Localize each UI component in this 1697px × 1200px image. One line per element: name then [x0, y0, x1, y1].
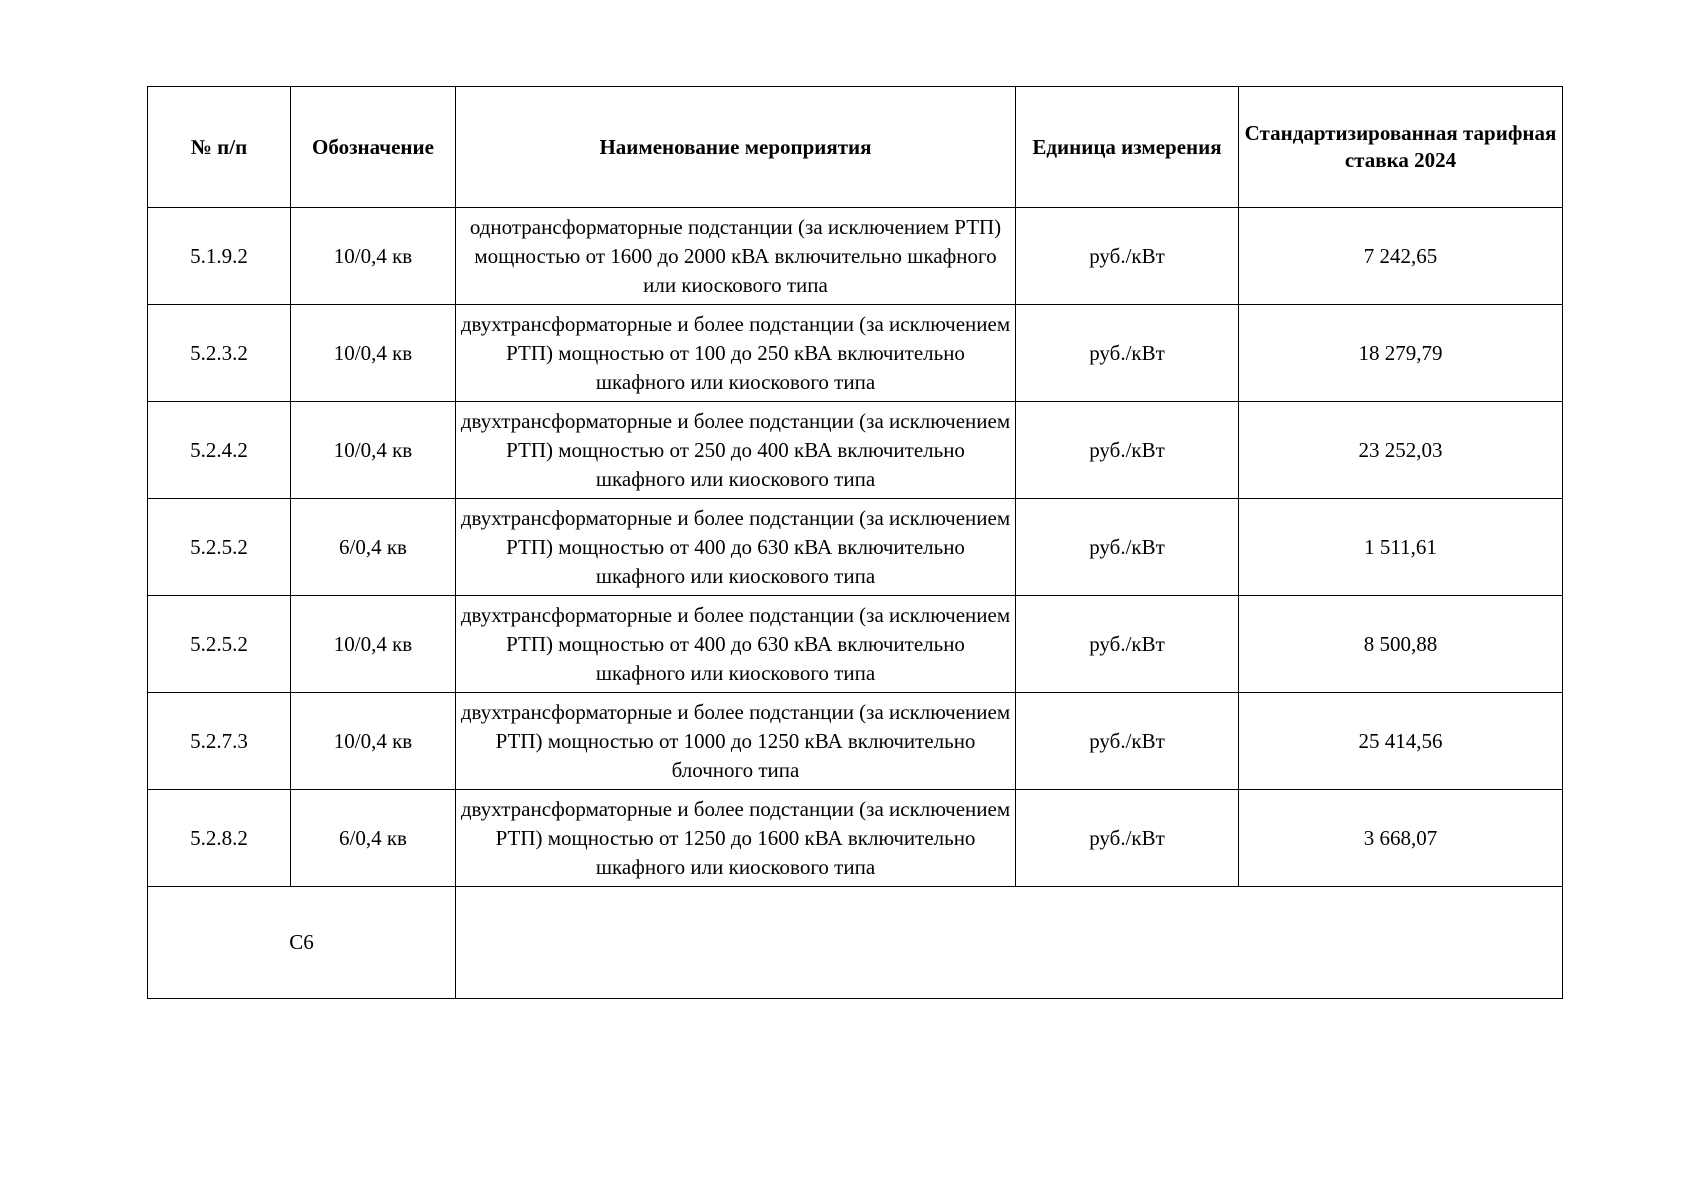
header-unit: Единица измерения [1016, 87, 1239, 208]
summary-row [148, 887, 1563, 999]
table-row [148, 499, 1563, 596]
table-row [148, 693, 1563, 790]
cell-unit: руб./кВт [1016, 596, 1239, 693]
tariff-table [147, 86, 1563, 999]
cell-num: 5.2.5.2 [148, 499, 291, 596]
table-row [148, 790, 1563, 887]
header-name: Наименование мероприятия [456, 87, 1016, 208]
cell-num: 5.2.3.2 [148, 305, 291, 402]
cell-rate: 8 500,88 [1239, 596, 1563, 693]
cell-name: двухтрансформаторные и более подстанции (за исключением РТП) мощностью от 400 до 630 кВА включительно шкафного или киоскового типа [456, 499, 1016, 596]
cell-code: 10/0,4 кв [291, 596, 456, 693]
cell-code: 6/0,4 кв [291, 790, 456, 887]
cell-unit: руб./кВт [1016, 305, 1239, 402]
cell-rate: 3 668,07 [1239, 790, 1563, 887]
header-num: № п/п [148, 87, 291, 208]
cell-rate: 23 252,03 [1239, 402, 1563, 499]
cell-num: 5.2.4.2 [148, 402, 291, 499]
cell-code: 10/0,4 кв [291, 208, 456, 305]
cell-code: 10/0,4 кв [291, 305, 456, 402]
cell-unit: руб./кВт [1016, 208, 1239, 305]
cell-name: двухтрансформаторные и более подстанции (за исключением РТП) мощностью от 400 до 630 кВА включительно шкафного или киоскового типа [456, 596, 1016, 693]
header-rate: Стандартизированная тарифная ставка 2024 [1239, 87, 1563, 208]
cell-code: 10/0,4 кв [291, 693, 456, 790]
cell-name: двухтрансформаторные и более подстанции (за исключением РТП) мощностью от 100 до 250 кВА включительно шкафного или киоскового типа [456, 305, 1016, 402]
summary-label: С6 [148, 887, 456, 999]
cell-rate: 18 279,79 [1239, 305, 1563, 402]
summary-value [456, 887, 1563, 999]
table-header-row [148, 87, 1563, 208]
cell-unit: руб./кВт [1016, 693, 1239, 790]
cell-name: двухтрансформаторные и более подстанции (за исключением РТП) мощностью от 250 до 400 кВА включительно шкафного или киоскового типа [456, 402, 1016, 499]
cell-unit: руб./кВт [1016, 402, 1239, 499]
cell-name: двухтрансформаторные и более подстанции (за исключением РТП) мощностью от 1250 до 1600 кВА включительно шкафного или киоскового типа [456, 790, 1016, 887]
cell-code: 10/0,4 кв [291, 402, 456, 499]
table-row [148, 402, 1563, 499]
cell-unit: руб./кВт [1016, 499, 1239, 596]
cell-num: 5.1.9.2 [148, 208, 291, 305]
header-code: Обозначение [291, 87, 456, 208]
cell-num: 5.2.5.2 [148, 596, 291, 693]
cell-num: 5.2.8.2 [148, 790, 291, 887]
table-row [148, 596, 1563, 693]
table-row [148, 305, 1563, 402]
cell-rate: 7 242,65 [1239, 208, 1563, 305]
cell-code: 6/0,4 кв [291, 499, 456, 596]
cell-rate: 1 511,61 [1239, 499, 1563, 596]
cell-name: двухтрансформаторные и более подстанции (за исключением РТП) мощностью от 1000 до 1250 кВА включительно блочного типа [456, 693, 1016, 790]
cell-unit: руб./кВт [1016, 790, 1239, 887]
cell-rate: 25 414,56 [1239, 693, 1563, 790]
cell-num: 5.2.7.3 [148, 693, 291, 790]
table-row [148, 208, 1563, 305]
cell-name: однотрансформаторные подстанции (за исключением РТП) мощностью от 1600 до 2000 кВА включительно шкафного или киоскового типа [456, 208, 1016, 305]
